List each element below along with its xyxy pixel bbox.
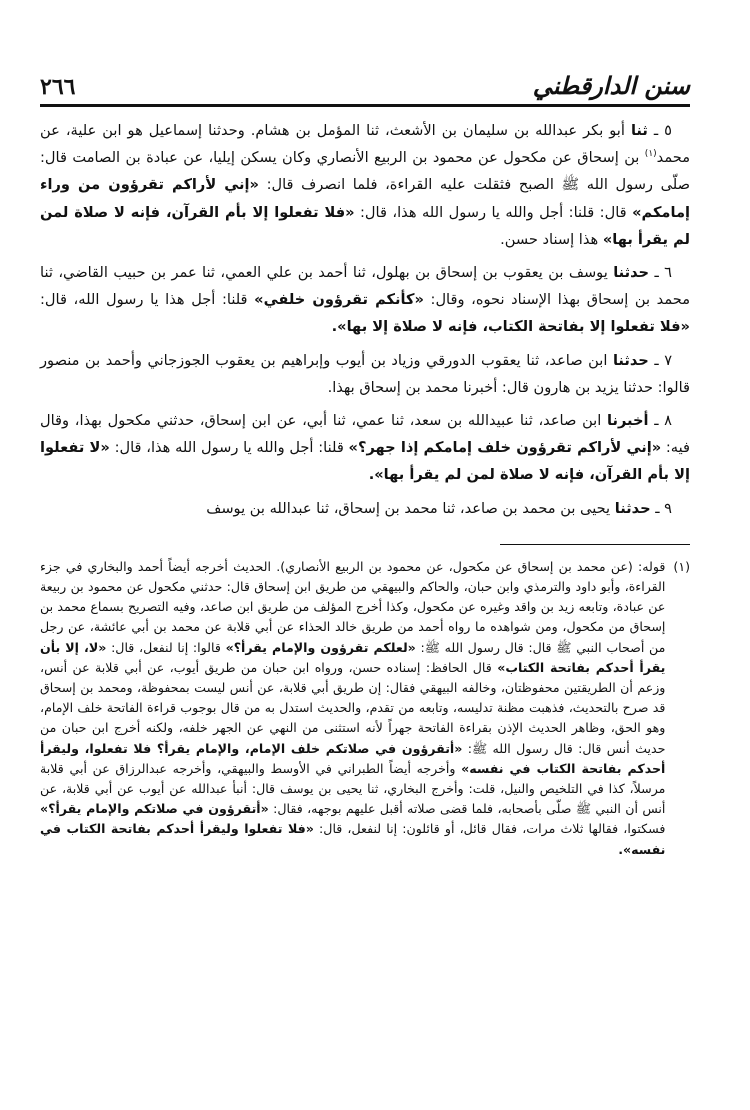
hadith-8 <box>40 407 690 489</box>
footnote-segment: قوله: (عن محمد بن إسحاق عن مكحول، عن محمود بن الربيع الأنصاري). الحديث أخرجه أيضاً أحمد والبخاري في جزء القراءة، وأبو داود والترمذي وابن حبان، والحاكم والبيهقي من طريق ابن إسحاق قال: حدثني مكحول عن محمود بن ربيعة عن عبادة، وتابعه زيد بن واقد وغيره عن مكحول، وكذا أخرج المؤلف من طريق ابن صاعد، وفيه التصريح بسماع محمد بن إسحاق من مكحول، ومن شواهده ما رواه أحمد من طريق خالد الحذاء عن أبي قلابة عن محمد بن أبي عائشة، عن رجل من أصحاب النبي ﷺ قال: قال رسول الله ﷺ: <box>40 558 666 655</box>
hadith-6 <box>40 259 690 341</box>
main-text <box>40 117 690 522</box>
hadith-number: ٨ ـ <box>654 412 672 430</box>
page-header <box>40 60 690 100</box>
header-rule <box>40 104 690 107</box>
hadith-text: قلنا: أجل هذا يا رسول الله، قال: <box>40 291 248 309</box>
footnote-quote: «لا، إلا بأن يقرأ أحدكم بفاتحة الكتاب» <box>40 639 666 675</box>
footnote-mark: (١) <box>673 558 690 574</box>
footnote-quote: «فلا تفعلوا وليقرأ أحدكم بفاتحة الكتاب في نفسه». <box>40 821 666 857</box>
hadith-text: أبو بكر عبدالله بن سليمان بن الأشعث، ثنا المؤمل بن هشام. وحدثنا إسماعيل هو ابن علية، عن محمد <box>40 122 691 167</box>
hadith-number: ٦ ـ <box>654 264 672 282</box>
hadith-number: ٩ ـ <box>655 499 672 517</box>
hadith-text: ابن صاعد، ثنا يعقوب الدورقي وزياد بن أيوب وإبراهيم بن يعقوب الجوزجاني وأحمد بن منصور قالوا: حدثنا يزيد بن هارون قال: أخبرنا محمد بن إسحاق بهذا. <box>40 351 690 396</box>
footnote-segment: وأخرجه أيضاً الطبراني في الأوسط والبيهقي، وأخرجه عبدالرزاق عن أبي قلابة مرسلاً، كذا في التلخيص والنيل، قلت: وأخرج البخاري، ثنا يحيى بن يوسف قال: أنبأ عبدالله عن أيوب عن أبي قلابة، عن أنس أن النبي ﷺ صلّى بأصحابه، فلما قضى صلاته أقبل عليهم بوجهه، فقال: <box>40 760 666 817</box>
sanad-verb: أخبرنا <box>606 412 649 430</box>
footnote-segment: قالوا: إنا لنفعل، قال: <box>111 639 221 655</box>
sanad-verb: حدثنا <box>612 351 649 369</box>
hadith-text: يحيى بن محمد بن صاعد، ثنا محمد بن إسحاق، ثنا عبدالله بن يوسف <box>206 499 611 517</box>
footnote-text <box>40 557 665 860</box>
sanad-verb: حدثنا <box>613 264 650 282</box>
hadith-text: يوسف بن يعقوب بن إسحاق بن بهلول، ثنا أحمد بن علي العمي، ثنا عمر بن حبيب القاضي، ثنا محمد بن إسحاق بهذا الإسناد نحوه، وقال: <box>40 264 691 309</box>
hadith-number: ٧ ـ <box>654 351 673 369</box>
prophetic-quote: «إني لأراكم تقرؤون خلف إمامكم إذا جهر؟» <box>348 439 662 457</box>
prophetic-quote: «كأنكم تقرؤون خلفي» <box>254 291 424 309</box>
hadith-number: ٥ ـ <box>653 122 672 139</box>
footnote-ref[interactable]: (١) <box>644 149 657 160</box>
hadith-text: بن إسحاق عن مكحول عن محمود بن الربيع الأنصاري وكان يسكن إيليا، عن عبادة بن الصامت قال: صلّى رسول الله ﷺ الصبح فثقلت عليه القراءة، فلما انصرف قال: <box>40 149 690 194</box>
prophetic-quote: «فلا تفعلوا إلا بفاتحة الكتاب، فإنه لا صلاة إلا بها». <box>331 318 690 336</box>
sanad-verb: ثنا <box>630 122 648 139</box>
footnote-quote: «لعلكم تقرؤون والإمام يقرأ؟» <box>225 639 416 655</box>
footnote-quote: «أتقرؤون في صلاتكم خلف الإمام، والإمام يقرأ؟ فلا تفعلوا، وليقرأ أحدكم بفاتحة الكتاب في نفسه» <box>40 740 666 776</box>
footnotes <box>40 557 690 860</box>
footnote-segment: قال الحافظ: إسناده حسن، ورواه ابن حبان من طريق أيوب، عن أبي قلابة عن أنس، وزعم أن الطريقتين محفوظتان، وخالفه البيهقي فقال: إن طريق أبي قلابة، عن أنس ليست بمحفوظة، ومحمد بن إسحاق قد صرح بالتحديث، فذهبت مظنة تدليسه، وتابعه من تقدم، والحديث استدل به من قال بوجوب قراءة الفاتحة خلف الإمام، وهو الحق، وظاهر الحديث الإذن بقراءة الفاتحة جهراً لأنه استثنى من النهي عن الجهر خلفه، ولكنه أخرج ابن حبان من حديث أنس قال: قال رسول الله ﷺ: <box>40 659 666 756</box>
hadith-5 <box>40 117 690 253</box>
prophetic-quote: «لا تفعلوا إلا بأم القرآن، فإنه لا صلاة لمن لم يقرأ بها». <box>40 439 690 484</box>
prophetic-quote: «إني لأراكم تقرؤون من وراء إمامكم» <box>40 176 690 221</box>
sanad-verb: حدثنا <box>614 499 651 517</box>
book-title: سنن الدارقطني <box>532 71 690 100</box>
hadith-9 <box>40 495 690 522</box>
hadith-7 <box>40 347 690 401</box>
hadith-text: ابن صاعد، ثنا عبيدالله بن سعد، ثنا عمي، ثنا أبي، عن ابن إسحاق، حدثني مكحول بهذا، وقال فيه: <box>40 412 691 457</box>
footnote-segment: فسكتوا، فقالها ثلاث مرات، فقال قائل، أو قائلون: إنا لنفعل، قال: <box>319 821 666 837</box>
footnote-separator <box>500 544 690 545</box>
page-number: ٢٦٦ <box>40 74 76 100</box>
footnote-1 <box>40 557 690 860</box>
footnote-quote: «أتقرؤون في صلاتكم والإمام يقرأ؟» <box>40 801 269 817</box>
prophetic-quote: «فلا تفعلوا إلا بأم القرآن، فإنه لا صلاة لمن لم يقرأ بها» <box>40 203 690 248</box>
hadith-text: قال: قلنا: أجل والله يا رسول الله هذا، قال: <box>360 203 627 221</box>
hadith-grading: هذا إسناد حسن. <box>500 230 599 248</box>
hadith-text: قلنا: أجل والله يا رسول الله هذا، قال: <box>114 439 344 457</box>
